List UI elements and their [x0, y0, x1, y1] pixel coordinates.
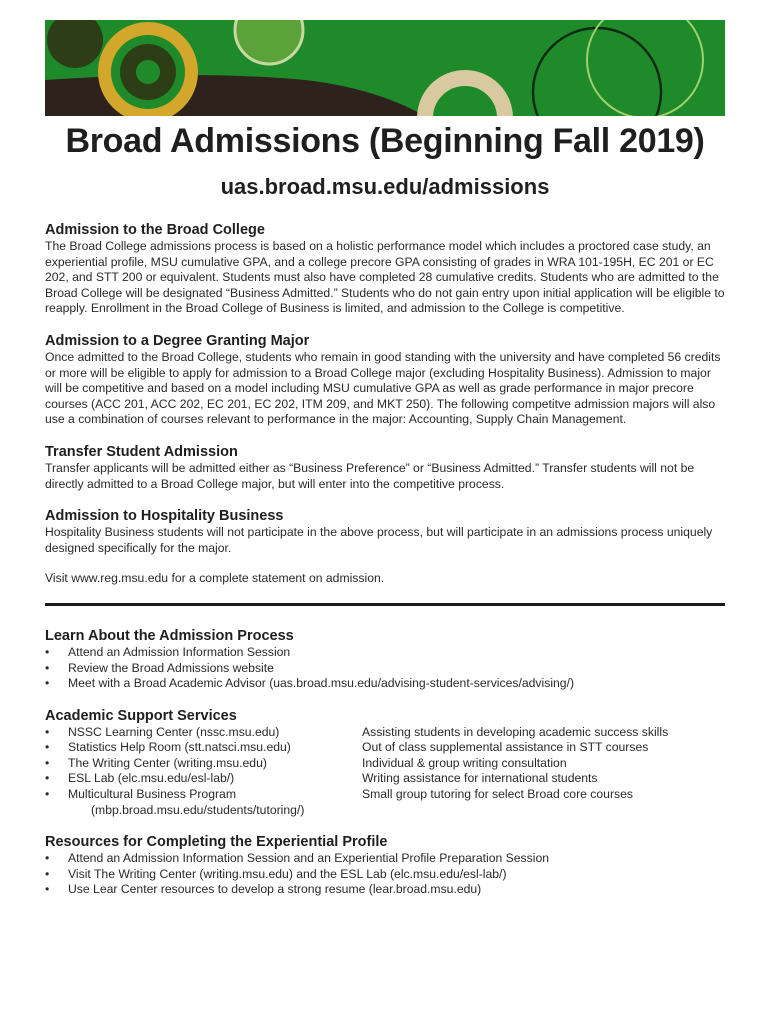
bullet: •	[45, 787, 50, 802]
list-item-text: Review the Broad Admissions website	[68, 660, 274, 675]
list-item-text: Use Lear Center resources to develop a strong resume (lear.broad.msu.edu)	[68, 882, 482, 897]
service-name: NSSC Learning Center (nssc.msu.edu)	[68, 724, 280, 739]
bullet: •	[45, 851, 50, 866]
service-name-continuation: (mbp.broad.msu.edu/students/tutoring/)	[91, 802, 305, 817]
main-content	[45, 221, 730, 898]
section-learn	[45, 627, 730, 692]
section-heading: Academic Support Services	[45, 707, 237, 724]
section-heading: Resources for Completing the Experiential Profile	[45, 834, 388, 851]
bullet: •	[45, 660, 50, 675]
section-heading: Admission to a Degree Granting Major	[45, 332, 310, 349]
header-banner	[45, 20, 725, 116]
service-description: Out of class supplemental assistance in STT courses	[362, 740, 649, 755]
section-heading: Admission to the Broad College	[45, 222, 265, 238]
page-title: Broad Admissions (Beginning Fall 2019)	[65, 122, 705, 160]
support-descriptions	[362, 725, 722, 803]
bullet: •	[45, 724, 50, 739]
section-broad-college	[45, 221, 730, 317]
list-item	[45, 882, 730, 898]
list-item	[45, 867, 730, 883]
list-item-text: Meet with a Broad Academic Advisor (uas.broad.msu.edu/advising-student-services/advising/)	[68, 676, 575, 691]
service-name: Statistics Help Room (stt.natsci.msu.edu)	[68, 740, 291, 755]
list-item	[45, 676, 730, 692]
list-item	[45, 787, 362, 803]
bullet: •	[45, 771, 50, 786]
section-heading: Learn About the Admission Process	[45, 627, 294, 644]
resources-list	[45, 851, 730, 898]
support-services-list	[45, 725, 362, 803]
section-body: Once admitted to the Broad College, students who remain in good standing with the university and have completed 56 credits or more will be eligible to apply for admission to a Broad College major (excluding Hospitality Business). Admission to major will be competitive and based on a model including MSU cumulative GPA as well as grade performance in major precore courses (ACC 201, ACC 202, EC 201, EC 202, ITM 209, and MKT 250). The following competitve admission majors will also use a combination of courses relevant to performance in the major: Accounting, Supply Chain Management.	[45, 349, 721, 427]
bullet: •	[45, 882, 50, 897]
banner-artwork	[45, 20, 725, 116]
service-name: ESL Lab (elc.msu.edu/esl-lab/)	[68, 771, 235, 786]
bullet: •	[45, 740, 50, 755]
section-resources	[45, 833, 730, 898]
service-description: Assisting students in developing academic success skills	[362, 724, 669, 739]
bullet: •	[45, 866, 50, 881]
learn-list	[45, 645, 730, 692]
service-description: Individual & group writing consultation	[362, 755, 567, 770]
support-table	[45, 725, 730, 803]
list-item	[45, 740, 362, 756]
section-body: Transfer applicants will be admitted either as “Business Preference” or “Business Admitted.” Transfer students will not be directly admitted to a Broad College major, but will enter into the competitive process.	[45, 460, 695, 491]
list-item	[45, 661, 730, 677]
service-name: Multicultural Business Program	[68, 787, 236, 802]
bullet: •	[45, 755, 50, 770]
bullet: •	[45, 676, 50, 691]
list-item	[45, 645, 730, 661]
list-item-text: Attend an Admission Information Session and an Experiential Profile Preparation Session	[68, 851, 550, 866]
list-item-text: Visit The Writing Center (writing.msu.edu) and the ESL Lab (elc.msu.edu/esl-lab/)	[68, 866, 507, 881]
section-heading: Admission to Hospitality Business	[45, 508, 284, 525]
section-transfer	[45, 443, 730, 492]
service-description: Small group tutoring for select Broad core courses	[362, 787, 633, 802]
divider	[45, 603, 725, 606]
admissions-url[interactable]: uas.broad.msu.edu/admissions	[220, 174, 550, 199]
section-body: The Broad College admissions process is based on a holistic performance model which includes a proctored case study, an experiential profile, MSU cumulative GPA, and a college precore GPA consisting of grades in WRA 101-195H, EC 201 or EC 202, and STT 200 or equivalent. Students must also have completed 28 cumulative credits. Students who are admitted to the Broad College will be designated “Business Admitted.” Students who do not gain entry upon initial application will be eligible to reapply. Enrollment in the Broad College of Business is limited, and admission to the College is competitive.	[45, 239, 725, 316]
section-hospitality	[45, 507, 730, 587]
section-body: Hospitality Business students will not participate in the above process, but will participate in an admissions process uniquely designed specifically for the major.	[45, 525, 713, 555]
section-heading: Transfer Student Admission	[45, 443, 238, 460]
section-degree-major	[45, 332, 730, 428]
section-support	[45, 707, 730, 819]
service-description: Writing assistance for international students	[362, 771, 598, 786]
list-item	[45, 851, 730, 867]
list-item	[45, 756, 362, 772]
admission-statement-note: Visit www.reg.msu.edu for a complete statement on admission.	[45, 571, 385, 586]
service-name: The Writing Center (writing.msu.edu)	[68, 755, 267, 770]
list-item	[45, 725, 362, 741]
list-item-text: Attend an Admission Information Session	[68, 644, 291, 659]
bullet: •	[45, 644, 50, 659]
list-item	[45, 771, 362, 787]
